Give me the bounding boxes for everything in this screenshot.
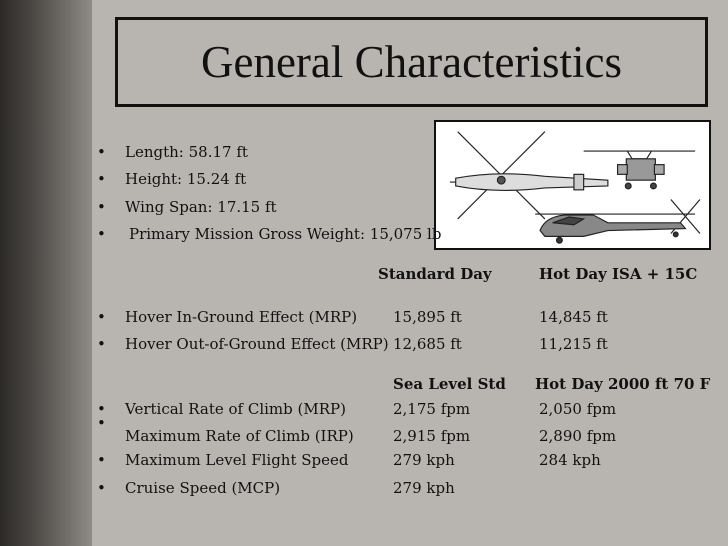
table-row bbox=[0, 478, 728, 498]
column-header-sea-level-std: Sea Level Std bbox=[393, 375, 506, 393]
column-header-hot-day-isa: Hot Day ISA + 15C bbox=[539, 265, 698, 283]
bullet: • bbox=[97, 451, 106, 469]
cell-value: 2,890 fpm bbox=[539, 427, 617, 445]
row-label: Vertical Rate of Climb (MRP) bbox=[125, 400, 346, 418]
row-label: Maximum Level Flight Speed bbox=[125, 451, 349, 469]
column-header-hot-day-2000ft: Hot Day 2000 ft 70 F bbox=[535, 375, 711, 393]
row-label: Hover Out-of-Ground Effect (MRP) bbox=[125, 335, 389, 353]
bullet: • bbox=[97, 143, 106, 161]
bullet: • bbox=[97, 414, 106, 432]
spec-length: Length: 58.17 ft bbox=[125, 143, 248, 161]
spec-gross-weight: Primary Mission Gross Weight: 15,075 lb bbox=[129, 225, 442, 243]
cell-value: 2,175 fpm bbox=[393, 400, 471, 418]
bullet: • bbox=[97, 198, 106, 216]
spec-row bbox=[0, 224, 728, 244]
title-box bbox=[115, 17, 708, 107]
cell-value: 15,895 ft bbox=[393, 308, 462, 326]
spec-wing-span: Wing Span: 17.15 ft bbox=[125, 198, 277, 216]
column-header-standard-day: Standard Day bbox=[378, 265, 492, 283]
bullet: • bbox=[97, 335, 106, 353]
table-row bbox=[0, 426, 728, 446]
bullet: • bbox=[97, 225, 106, 243]
spec-row bbox=[0, 142, 728, 162]
cell-value: 2,050 fpm bbox=[539, 400, 617, 418]
table-row bbox=[0, 450, 728, 470]
cell-value: 2,915 fpm bbox=[393, 427, 471, 445]
row-label: Hover In-Ground Effect (MRP) bbox=[125, 308, 358, 326]
table-row bbox=[0, 307, 728, 327]
table-row bbox=[0, 334, 728, 354]
row-label: Cruise Speed (MCP) bbox=[125, 479, 281, 497]
spec-height: Height: 15.24 ft bbox=[125, 170, 247, 188]
cell-value: 279 kph bbox=[393, 451, 455, 469]
page-title: General Characteristics bbox=[200, 37, 623, 87]
cell-value: 12,685 ft bbox=[393, 335, 462, 353]
cell-value: 279 kph bbox=[393, 479, 455, 497]
row-label: Maximum Rate of Climb (IRP) bbox=[125, 427, 354, 445]
bullet: • bbox=[97, 479, 106, 497]
cell-value: 14,845 ft bbox=[539, 308, 608, 326]
spec-row bbox=[0, 169, 728, 189]
spec-row bbox=[0, 197, 728, 217]
bullet: • bbox=[97, 308, 106, 326]
bullet: • bbox=[97, 400, 106, 418]
cell-value: 11,215 ft bbox=[539, 335, 608, 353]
bullet: • bbox=[97, 170, 106, 188]
cell-value: 284 kph bbox=[539, 451, 601, 469]
